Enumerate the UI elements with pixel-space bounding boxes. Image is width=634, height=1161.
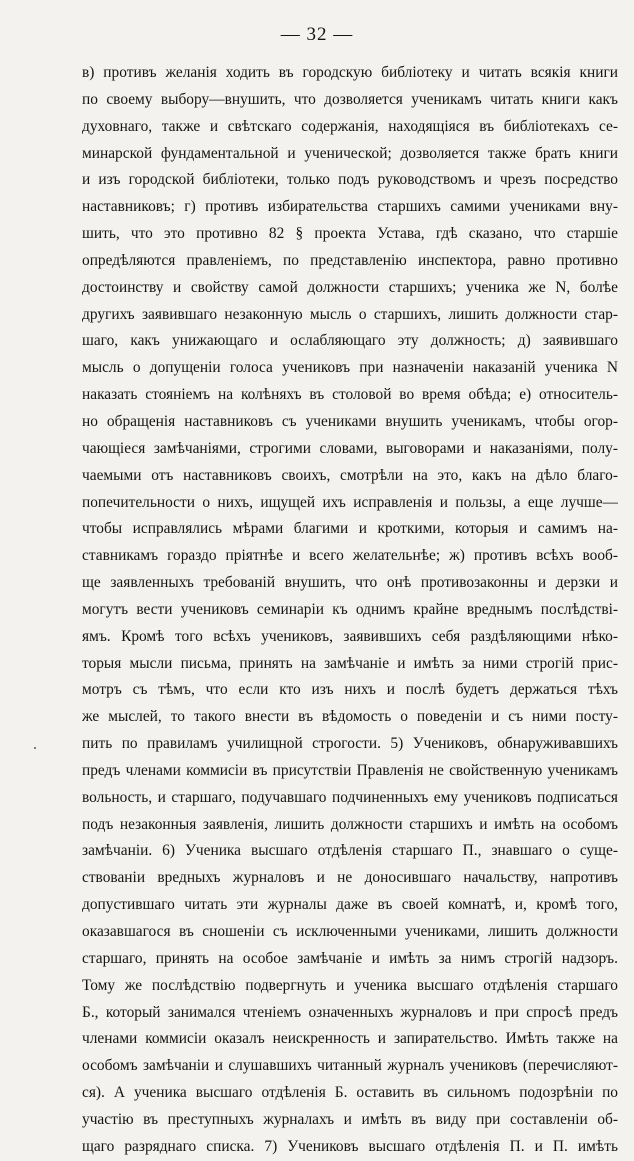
text-line: подъ незаконныя заявленія, лишить должности старшихъ и имѣть на особомъ	[82, 815, 618, 833]
text-line: Б., который занимался чтеніемъ означенныхъ журналовъ и при спросѣ предъ	[82, 1003, 618, 1021]
text-line: наказать стояніемъ на колѣняхъ въ столовой во время обѣда; е) относитель-	[82, 386, 618, 404]
text-line: ямъ. Кромѣ того всѣхъ учениковъ, заявившихъ себя раздѣляющими нѣко-	[82, 627, 618, 645]
text-line: ставникамъ гораздо пріятнѣе и всего желательнѣе; ж) противъ всѣхъ вооб-	[82, 547, 618, 565]
text-line: опредѣляются правленіемъ, по представленію инспектора, равно противно	[82, 251, 618, 269]
text-line: оказавшагося въ сношеніи съ исключенными учениками, лишить должности	[82, 923, 618, 940]
text-line: могутъ вести учениковъ семинаріи къ однимъ крайне вреднымъ послѣдстві-	[82, 600, 618, 618]
text-line: допустившаго читать эти журналы даже въ своей комнатѣ, и, кромѣ того,	[82, 896, 618, 914]
text-line: другихъ заявившаго незаконную мысль о старшихъ, лишить должности стар-	[82, 305, 618, 323]
text-line: достоинству и свойству самой должности старшихъ; ученика же N, болѣе	[82, 278, 618, 296]
body-text	[82, 60, 618, 1161]
text-line: в) противъ желанія ходить въ городскую библіотеку и читать всякія книги	[82, 64, 618, 81]
page-number: — 32 —	[280, 24, 354, 45]
text-line: мотръ съ тѣмъ, что если кто изъ нихъ и послѣ будетъ держаться тѣхъ	[82, 681, 618, 699]
text-line: мысль о допущеніи голоса учениковъ при назначеніи наказаній ученика N	[82, 359, 618, 377]
text-line: старшаго, принять на особое замѣчаніе и имѣть за нимъ строгій надзоръ.	[82, 949, 618, 967]
text-line: наставниковъ; г) противъ избирательства старшихъ самими учениками вну-	[82, 198, 618, 216]
text-line: ще заявленныхъ требованій внушить, что онѣ противозаконны и дерзки и	[82, 574, 618, 592]
text-line: вольность, и старшаго, подучавшаго подчиненныхъ ему учениковъ подписаться	[82, 788, 618, 806]
text-line: же мыслей, то такого внести въ вѣдомость о поведеніи и съ ними посту-	[82, 708, 618, 726]
text-line: ся). А ученика высшаго отдѣленія Б. оставить въ сильномъ подозрѣніи по	[82, 1084, 618, 1102]
text-line: участію въ преступныхъ журналахъ и имѣть въ виду при составленіи об-	[82, 1110, 618, 1128]
text-line: по своему выбору—внушить, что дозволяется ученикамъ читать книги какъ	[82, 90, 618, 108]
text-line: минарской фундаментальной и ученической; дозволяется также брать книги	[82, 144, 618, 162]
text-line: чаемыми отъ наставниковъ своихъ, смотрѣли на это, какъ на дѣло благо-	[82, 466, 618, 484]
text-line: пить по правиламъ училищной строгости. 5) Учениковъ, обнаруживавшихъ	[82, 735, 618, 753]
text-line: но обращенія наставниковъ съ учениками внушить ученикамъ, чтобы огор-	[82, 412, 618, 430]
scan-speck	[34, 747, 36, 749]
text-line: торыя мысли письма, принять на замѣчаніе и имѣть за ними строгій прис-	[82, 654, 618, 672]
text-line: попечительности о нихъ, ищущей ихъ исправленія и пользы, а еще лучше—	[82, 493, 618, 511]
text-line: щаго разряднаго списка. 7) Учениковъ высшаго отдѣленія П. и П. имѣть	[82, 1137, 618, 1155]
text-line: шаго, какъ унижающаго и ослабляющаго эту должность; д) заявившаго	[82, 332, 618, 350]
text-line: членами коммисіи оказалъ неискренность и запирательство. Имѣть также на	[82, 1030, 618, 1048]
text-line: ствованіи вредныхъ журналовъ и не доносившаго начальству, напротивъ	[82, 869, 618, 887]
text-line: предъ членами коммисіи въ присутствіи Правленія не свойственную ученикамъ	[82, 761, 618, 779]
text-line: и изъ городской библіотеки, только подъ руководствомъ и чрезъ посредство	[82, 171, 618, 189]
text-line: шить, что это противно 82 § проекта Устава, гдѣ сказано, что старшіе	[82, 225, 618, 243]
text-line: особомъ замѣчаніи и слушавшихъ читанный журналъ учениковъ (перечисляют-	[82, 1057, 618, 1075]
text-line: чающіеся замѣчаніями, строгими словами, выговорами и наказаніями, полу-	[82, 439, 618, 457]
text-line: чтобы исправлялись мѣрами благими и кроткими, которыя и самимъ на-	[82, 520, 618, 538]
text-line: духовнаго, также и свѣтскаго содержанія, находящіяся въ библіотекахъ се-	[82, 117, 618, 135]
text-line: Тому же послѣдствію подвергнуть и ученика высшаго отдѣленія старшаго	[82, 976, 618, 994]
text-line: замѣчаніи. 6) Ученика высшаго отдѣленія старшаго П., знавшаго о суще-	[82, 842, 618, 860]
